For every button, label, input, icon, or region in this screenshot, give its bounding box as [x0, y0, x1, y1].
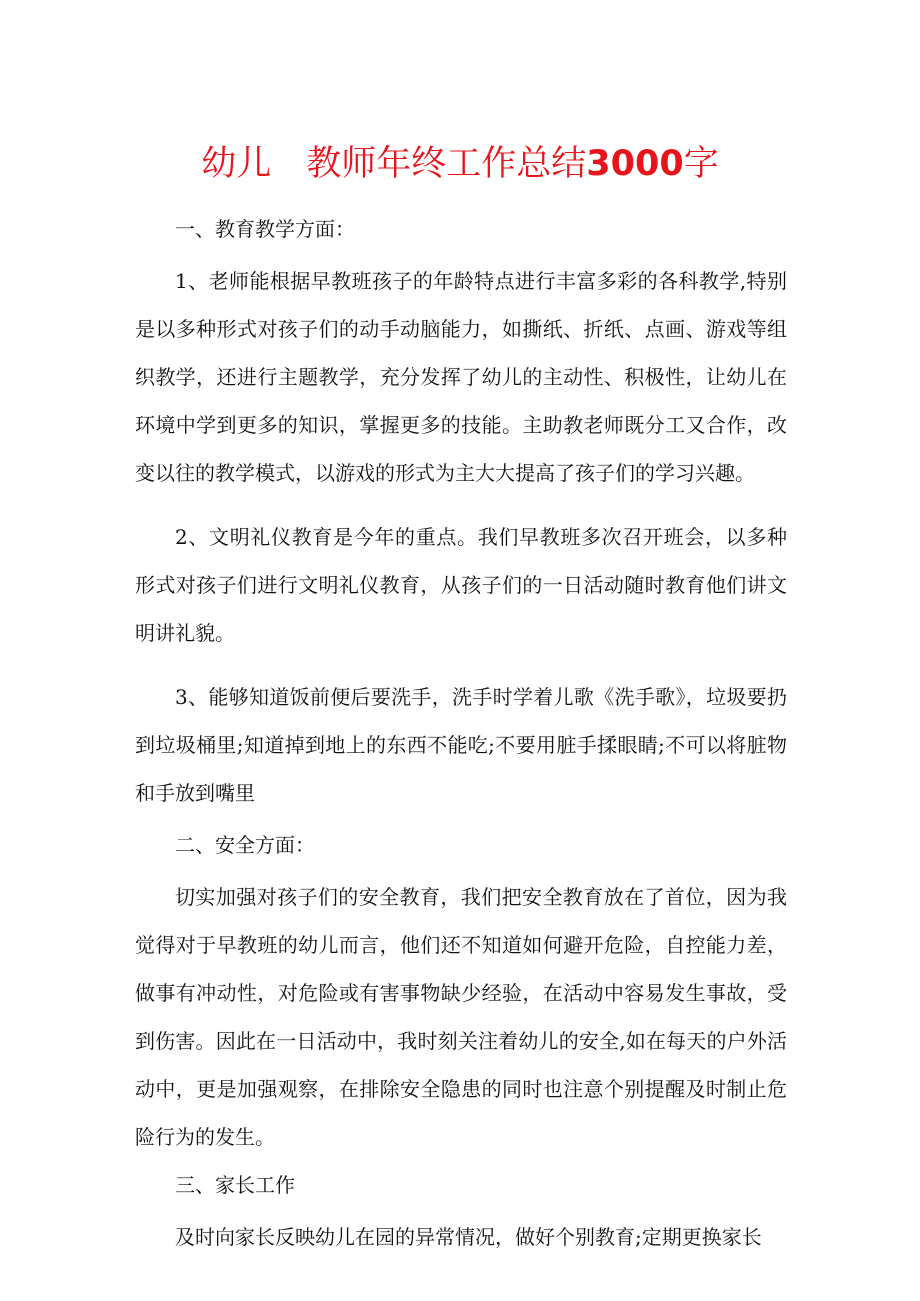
paragraph-parents: 及时向家长反映幼儿在园的异常情况，做好个别教育;定期更换家长	[175, 1225, 762, 1249]
document-body	[135, 205, 787, 1261]
title-number: 3000	[586, 144, 684, 184]
section-heading-parents: 三、家长工作	[175, 1173, 295, 1197]
title-prefix: 幼儿 教师年终工作总结	[201, 144, 587, 184]
title-suffix: 字	[683, 144, 719, 184]
section-heading-education: 一、教育教学方面：	[175, 217, 355, 241]
paragraph-etiquette: 2、文明礼仪教育是今年的重点。我们早教班多次召开班会，以多种形式对孩子们进行文明礼仪教育，从孩子们的一日活动随时教育他们讲文明讲礼貌。	[135, 525, 787, 645]
paragraph-safety: 切实加强对孩子们的安全教育，我们把安全教育放在了首位，因为我觉得对于早教班的幼儿而言，他们还不知道如何避开危险，自控能力差，做事有冲动性，对危险或有害事物缺少经验，在活动中容易发生事故，受到伤害。因此在一日活动中，我时刻关注着幼儿的安全,如在每天的户外活动中，更是加强观察，在排除安全隐患的同时也注意个别提醒及时制止危险行为的发生。	[135, 885, 787, 1149]
section-heading-safety: 二、安全方面：	[175, 833, 315, 857]
paragraph-hygiene: 3、能够知道饭前便后要洗手，洗手时学着儿歌《洗手歌》，垃圾要扔到垃圾桶里;知道掉到地上的东西不能吃;不要用脏手揉眼睛;不可以将脏物和手放到嘴里	[135, 685, 787, 805]
paragraph-teaching: 1、老师能根据早教班孩子的年龄特点进行丰富多彩的各科教学,特别是以多种形式对孩子们的动手动脑能力，如撕纸、折纸、点画、游戏等组织教学，还进行主题教学，充分发挥了幼儿的主动性、积极性，让幼儿在环境中学到更多的知识，掌握更多的技能。主助教老师既分工又合作，改变以往的教学模式，以游戏的形式为主大大提高了孩子们的学习兴趣。	[135, 269, 787, 485]
document-title	[0, 140, 920, 188]
